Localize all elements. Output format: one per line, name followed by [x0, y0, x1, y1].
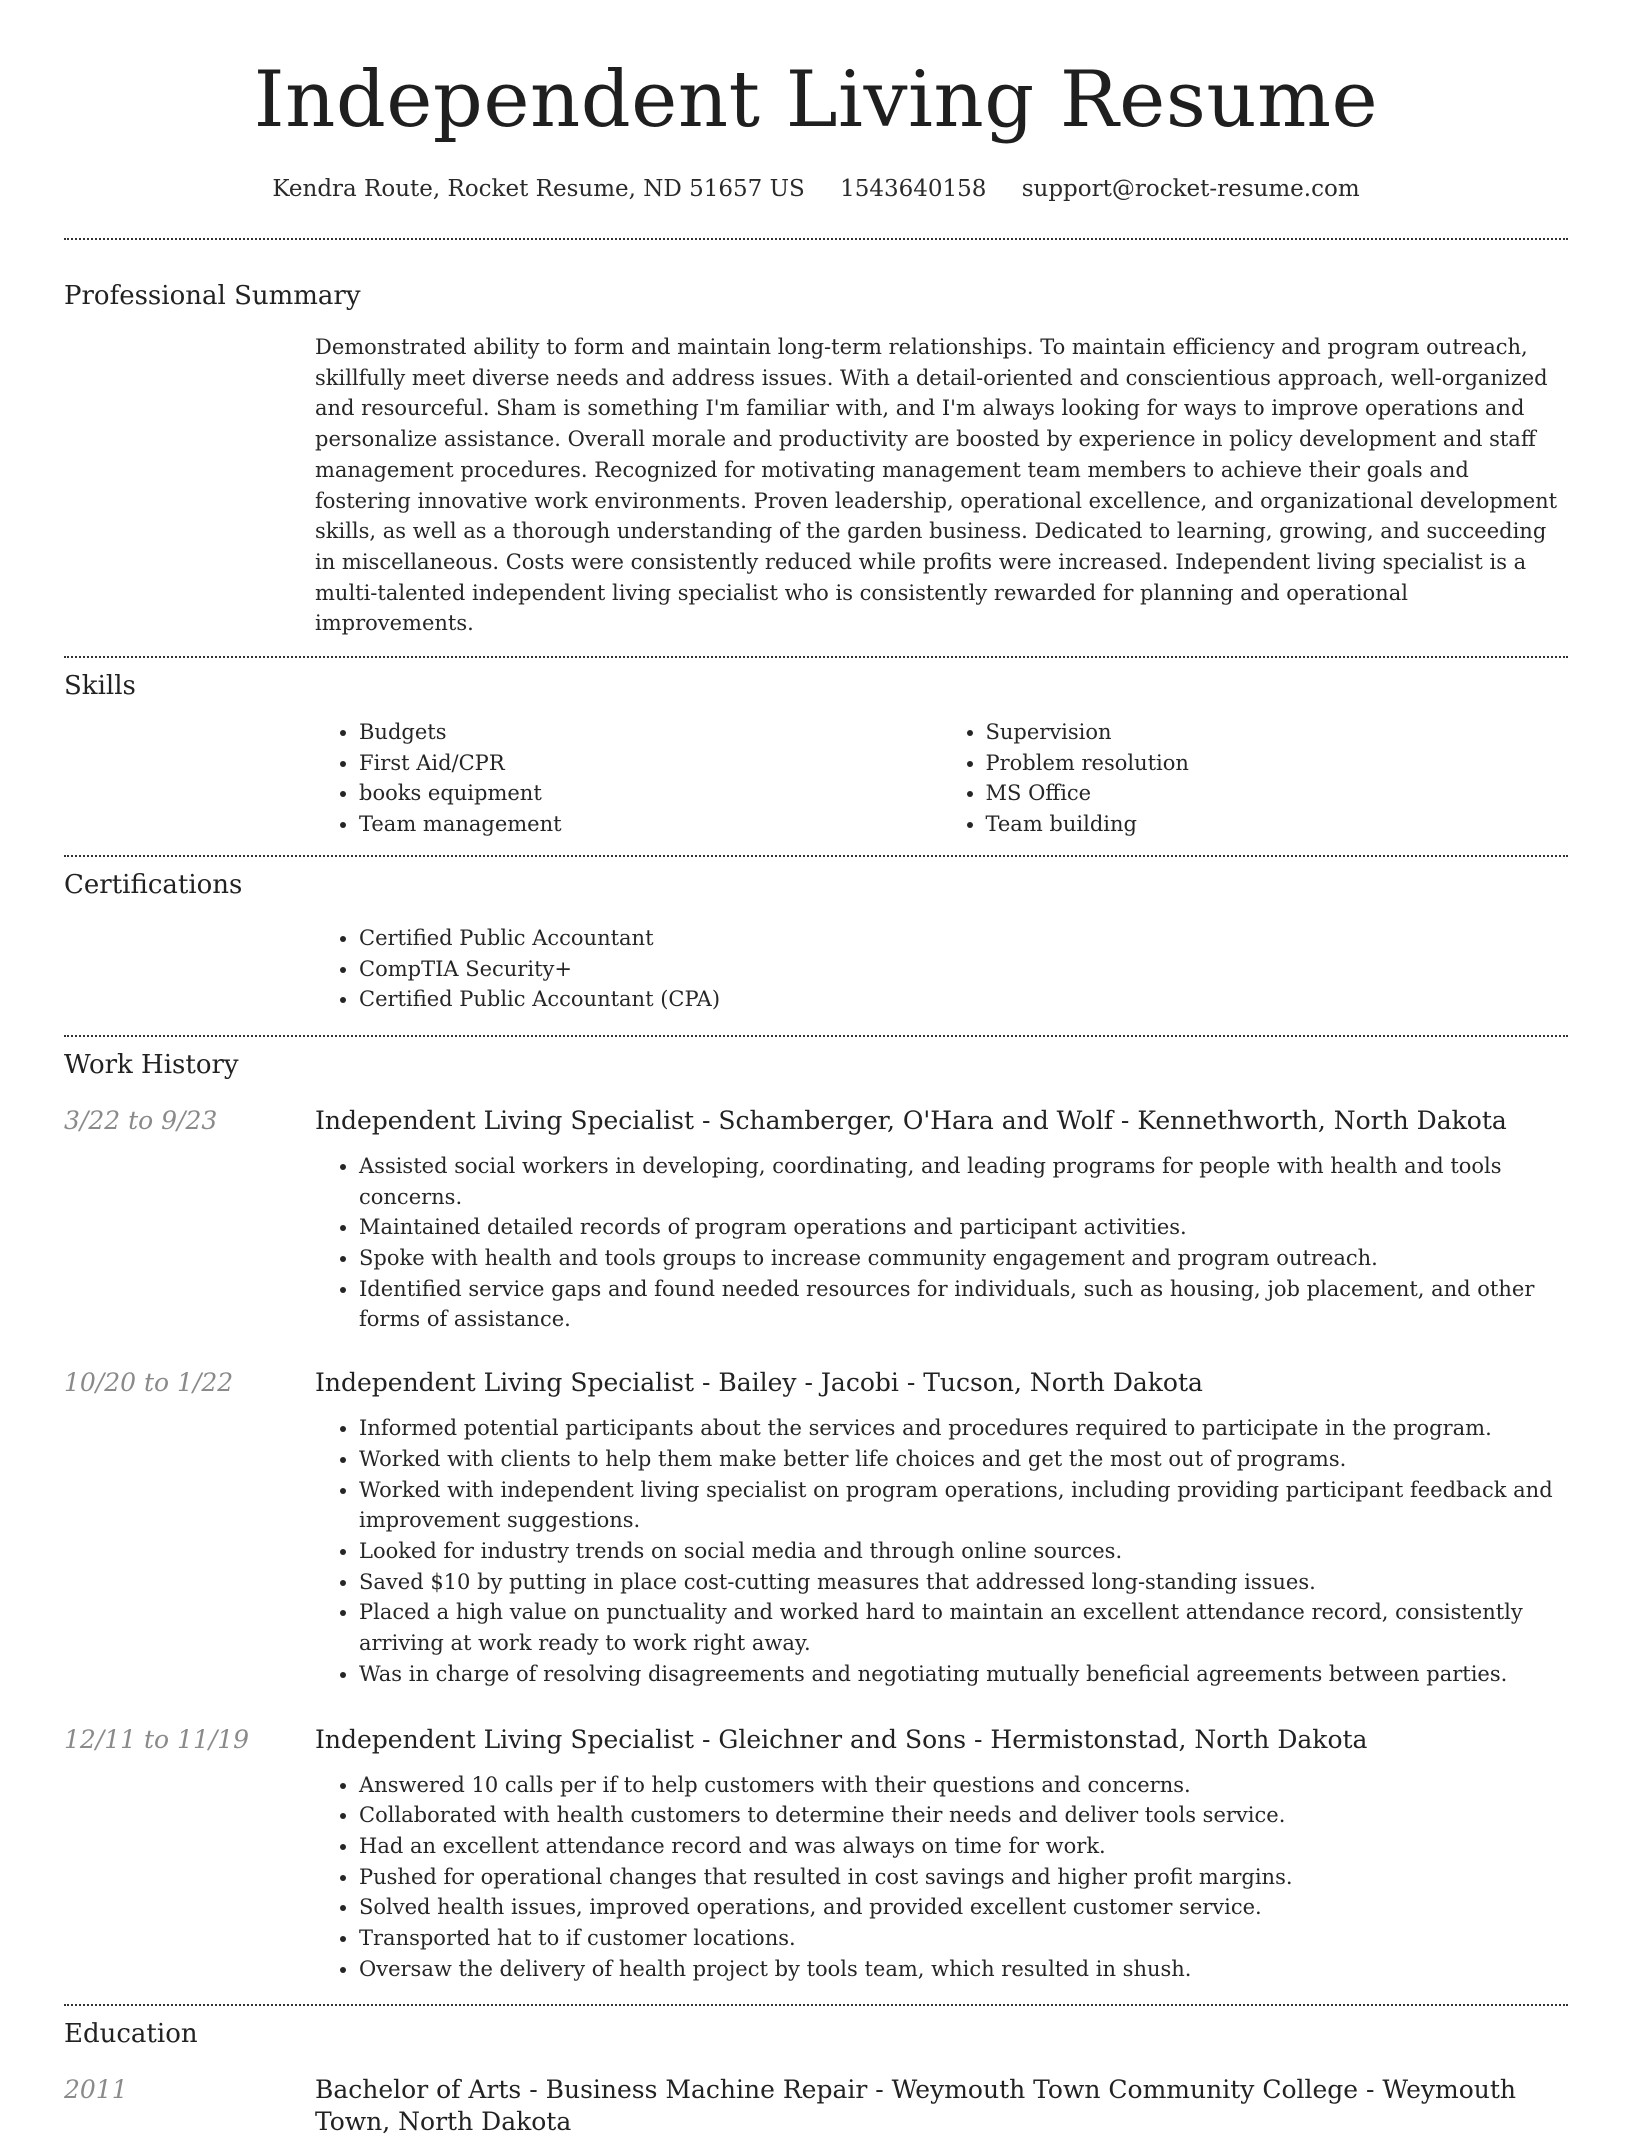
- divider: [64, 2004, 1568, 2006]
- divider: [64, 656, 1568, 658]
- section-heading-summary: Professional Summary: [64, 281, 361, 311]
- job-bullet: • Pushed for operational changes that resulted in cost savings and higher profit margins.: [359, 1862, 1568, 1893]
- job-bullets-block: [315, 1151, 1568, 1335]
- job-bullet: • Worked with independent living specialist on program operations, including providing participant feedback and improvement suggestions.: [359, 1475, 1568, 1536]
- job-bullet: • Answered 10 calls per if to help customers with their questions and concerns.: [359, 1770, 1568, 1801]
- job-entry: [64, 1724, 1568, 1756]
- job-bullet: • Looked for industry trends on social media and through online sources.: [359, 1536, 1568, 1567]
- job-bullets: [315, 1770, 1568, 1985]
- certifications-list: [315, 923, 1568, 1015]
- job-title: Independent Living Specialist - Bailey - Jacobi - Tucson, North Dakota: [315, 1368, 1203, 1398]
- skill-item: • Team building: [986, 809, 1569, 840]
- skill-item: • Problem resolution: [986, 748, 1569, 779]
- job-bullet: • Saved $10 by putting in place cost-cutting measures that addressed long-standing issues.: [359, 1567, 1568, 1598]
- certification-item: • Certified Public Accountant: [359, 923, 1568, 954]
- divider: [64, 1035, 1568, 1037]
- job-bullet: • Spoke with health and tools groups to increase community engagement and program outreach.: [359, 1243, 1568, 1274]
- contact-email[interactable]: support@rocket-resume.com: [1021, 176, 1360, 202]
- job-bullets: [315, 1413, 1568, 1689]
- job-title: Independent Living Specialist - Schamberger, O'Hara and Wolf - Kennethworth, North Dakota: [315, 1105, 1507, 1135]
- resume-page: [64, 0, 1568, 2138]
- skill-item: • books equipment: [359, 778, 942, 809]
- job-entry: [64, 1105, 1568, 1137]
- contact-address: Kendra Route, Rocket Resume, ND 51657 US: [272, 176, 805, 202]
- contact-line: [64, 174, 1568, 204]
- summary-block: [315, 332, 1568, 639]
- certification-item: • CompTIA Security+: [359, 954, 1568, 985]
- section-heading-certifications: Certifications: [64, 869, 243, 900]
- education-entry: [64, 2074, 1568, 2138]
- skill-item: • Team management: [359, 809, 942, 840]
- job-bullet: • Informed potential participants about the services and procedures required to participate in the program.: [359, 1413, 1568, 1444]
- summary-text: Demonstrated ability to form and maintain long-term relationships. To maintain efficiency and program outreach, skillfully meet diverse needs and address issues. With a detail-oriented and conscientious approach, well-organized and resourceful. Sham is something I'm familiar with, and I'm always looking for ways to improve operations and personalize assistance. Overall morale and productivity are boosted by experience in policy development and staff management procedures. Recognized for motivating management team members to achieve their goals and fostering innovative work environments. Proven leadership, operational excellence, and organizational development skills, as well as a thorough understanding of the garden business. Dedicated to learning, growing, and succeeding in miscellaneous. Costs were consistently reduced while profits were increased. Independent living specialist is a multi-talented independent living specialist who is consistently rewarded for planning and operational improvements.: [315, 335, 1558, 636]
- job-bullet: • Assisted social workers in developing, coordinating, and leading programs for people with health and tools concerns.: [359, 1151, 1568, 1212]
- job-bullets: [315, 1151, 1568, 1335]
- skill-item: • Budgets: [359, 717, 942, 748]
- divider: [64, 238, 1568, 240]
- job-dates: 3/22 to 9/23: [64, 1105, 218, 1135]
- job-bullet: • Oversaw the delivery of health project by tools team, which resulted in shush.: [359, 1954, 1568, 1985]
- job-dates: 10/20 to 1/22: [64, 1368, 234, 1398]
- education-year: 2011: [64, 2075, 128, 2105]
- skills-list-left: [315, 717, 942, 840]
- job-bullet: • Identified service gaps and found needed resources for individuals, such as housing, job placement, and other forms of assistance.: [359, 1274, 1568, 1335]
- job-bullet: • Placed a high value on punctuality and worked hard to maintain an excellent attendance record, consistently arriving at work ready to work right away.: [359, 1597, 1568, 1658]
- certifications-block: [315, 923, 1568, 1015]
- job-title: Independent Living Specialist - Gleichner and Sons - Hermistonstad, North Dakota: [315, 1724, 1368, 1754]
- section-heading-work-history: Work History: [64, 1049, 239, 1080]
- section-heading-skills: Skills: [64, 671, 136, 702]
- skill-item: • Supervision: [986, 717, 1569, 748]
- certification-item: • Certified Public Accountant (CPA): [359, 984, 1568, 1015]
- job-dates: 12/11 to 11/19: [64, 1724, 250, 1754]
- job-bullets-block: [315, 1413, 1568, 1689]
- divider: [64, 855, 1568, 857]
- job-bullet: • Maintained detailed records of program operations and participant activities.: [359, 1212, 1568, 1243]
- education-title: Bachelor of Arts - Business Machine Repair - Weymouth Town Community College - Weymouth Town, North Dakota: [315, 2075, 1517, 2137]
- contact-phone: 1543640158: [840, 176, 987, 202]
- skill-item: • MS Office: [986, 778, 1569, 809]
- job-bullet: • Solved health issues, improved operations, and provided excellent customer service.: [359, 1892, 1568, 1923]
- job-bullet: • Collaborated with health customers to determine their needs and deliver tools service.: [359, 1800, 1568, 1831]
- job-bullets-block: [315, 1770, 1568, 1985]
- resume-title: Independent Living Resume: [253, 55, 1379, 145]
- job-bullet: • Worked with clients to help them make better life choices and get the most out of programs.: [359, 1444, 1568, 1475]
- skills-list-right: [942, 717, 1569, 840]
- job-entry: [64, 1367, 1568, 1399]
- job-bullet: • Had an excellent attendance record and was always on time for work.: [359, 1831, 1568, 1862]
- skills-block: [315, 717, 1568, 840]
- section-heading-education: Education: [64, 2019, 198, 2050]
- skill-item: • First Aid/CPR: [359, 748, 942, 779]
- job-bullet: • Was in charge of resolving disagreements and negotiating mutually beneficial agreements between parties.: [359, 1659, 1568, 1690]
- job-bullet: • Transported hat to if customer locations.: [359, 1923, 1568, 1954]
